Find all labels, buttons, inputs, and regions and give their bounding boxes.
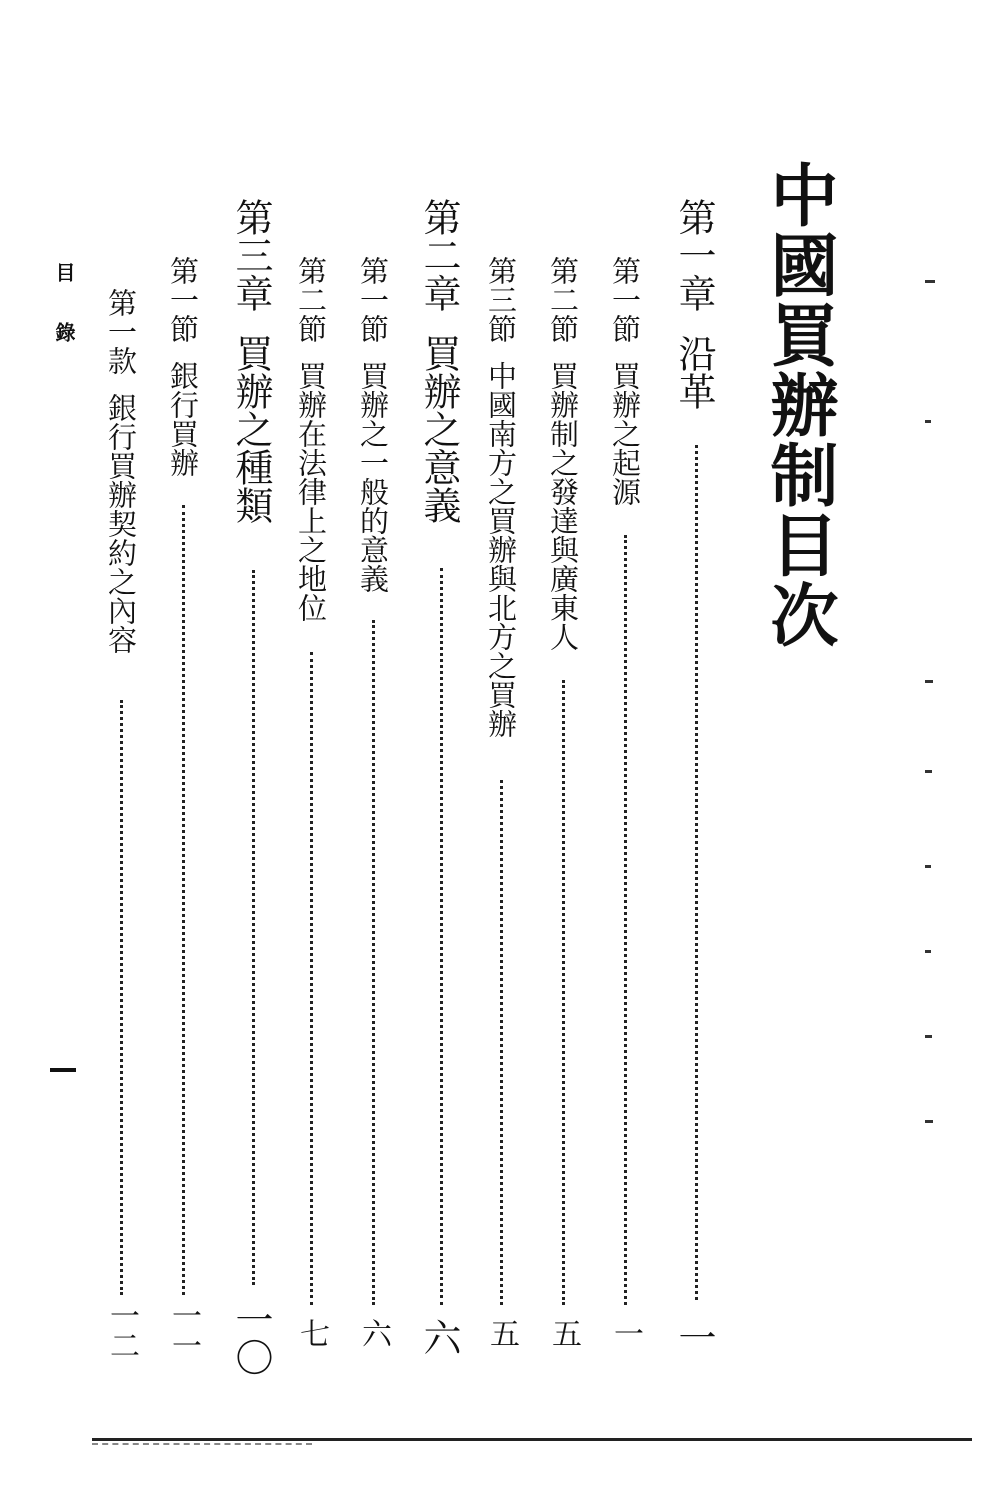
toc-entry[interactable]	[296, 0, 348, 1390]
toc-entry[interactable]	[229, 0, 284, 1390]
entry-title: 買辦在法律上之地位	[294, 361, 328, 622]
toc-entry[interactable]	[417, 0, 472, 1390]
entry-number: 第一款	[104, 288, 138, 375]
entry-number: 第二節	[294, 256, 328, 343]
bottom-rule-faint	[92, 1443, 312, 1446]
toc-entry[interactable]	[672, 0, 727, 1390]
dot-leader	[624, 535, 627, 1305]
toc-entry[interactable]	[610, 0, 662, 1390]
toc-entry[interactable]	[106, 0, 158, 1390]
entry-number: 第一章	[672, 198, 716, 312]
bottom-rule	[92, 1438, 972, 1441]
toc-entry[interactable]	[486, 0, 538, 1390]
dot-leader	[695, 445, 698, 1300]
dot-leader	[310, 652, 313, 1305]
entry-title: 銀行買辦	[166, 361, 200, 477]
page-number: 六	[356, 1318, 391, 1348]
entry-title: 買辦之一般的意義	[356, 361, 390, 593]
entry-title: 買辦之種類	[229, 334, 273, 524]
entry-title: 中國南方之買辦與北方之買辦	[484, 361, 518, 738]
toc-entry[interactable]	[358, 0, 410, 1390]
entry-number: 第一節	[166, 256, 200, 343]
page-number: 一〇	[229, 1300, 273, 1376]
dot-leader	[120, 700, 123, 1295]
entry-title: 銀行買辦契約之內容	[104, 393, 138, 654]
page-number: 一	[672, 1318, 716, 1356]
dot-leader	[252, 570, 255, 1285]
dot-leader	[372, 620, 375, 1305]
page-number: 一	[608, 1318, 643, 1348]
page-number: 七	[294, 1318, 329, 1348]
entry-number: 第三章	[229, 198, 273, 312]
entry-title: 買辦之起源	[608, 361, 642, 506]
page-number: 六	[417, 1318, 461, 1356]
running-head: 目錄	[52, 262, 76, 382]
toc-entry[interactable]	[548, 0, 600, 1390]
dot-leader	[182, 505, 185, 1295]
page-number: 一二	[104, 1300, 139, 1360]
entry-number: 第二章	[417, 198, 461, 312]
binding-edge-marks	[925, 280, 945, 1180]
entry-number: 第二節	[546, 256, 580, 343]
toc-entry[interactable]	[168, 0, 220, 1390]
page-number: 五	[546, 1318, 581, 1348]
dot-leader	[500, 780, 503, 1305]
page-number: 一一	[166, 1300, 201, 1360]
folio-mark	[50, 1068, 76, 1072]
page-title: 中國買辦制目次	[759, 160, 839, 650]
page-number: 五	[484, 1318, 519, 1348]
entry-number: 第一節	[608, 256, 642, 343]
entry-title: 買辦之意義	[417, 334, 461, 524]
entry-number: 第三節	[484, 256, 518, 343]
dot-leader	[440, 568, 443, 1305]
entry-title: 沿革	[672, 334, 716, 410]
entry-title: 買辦制之發達與廣東人	[546, 361, 580, 651]
dot-leader	[562, 680, 565, 1305]
entry-number: 第一節	[356, 256, 390, 343]
